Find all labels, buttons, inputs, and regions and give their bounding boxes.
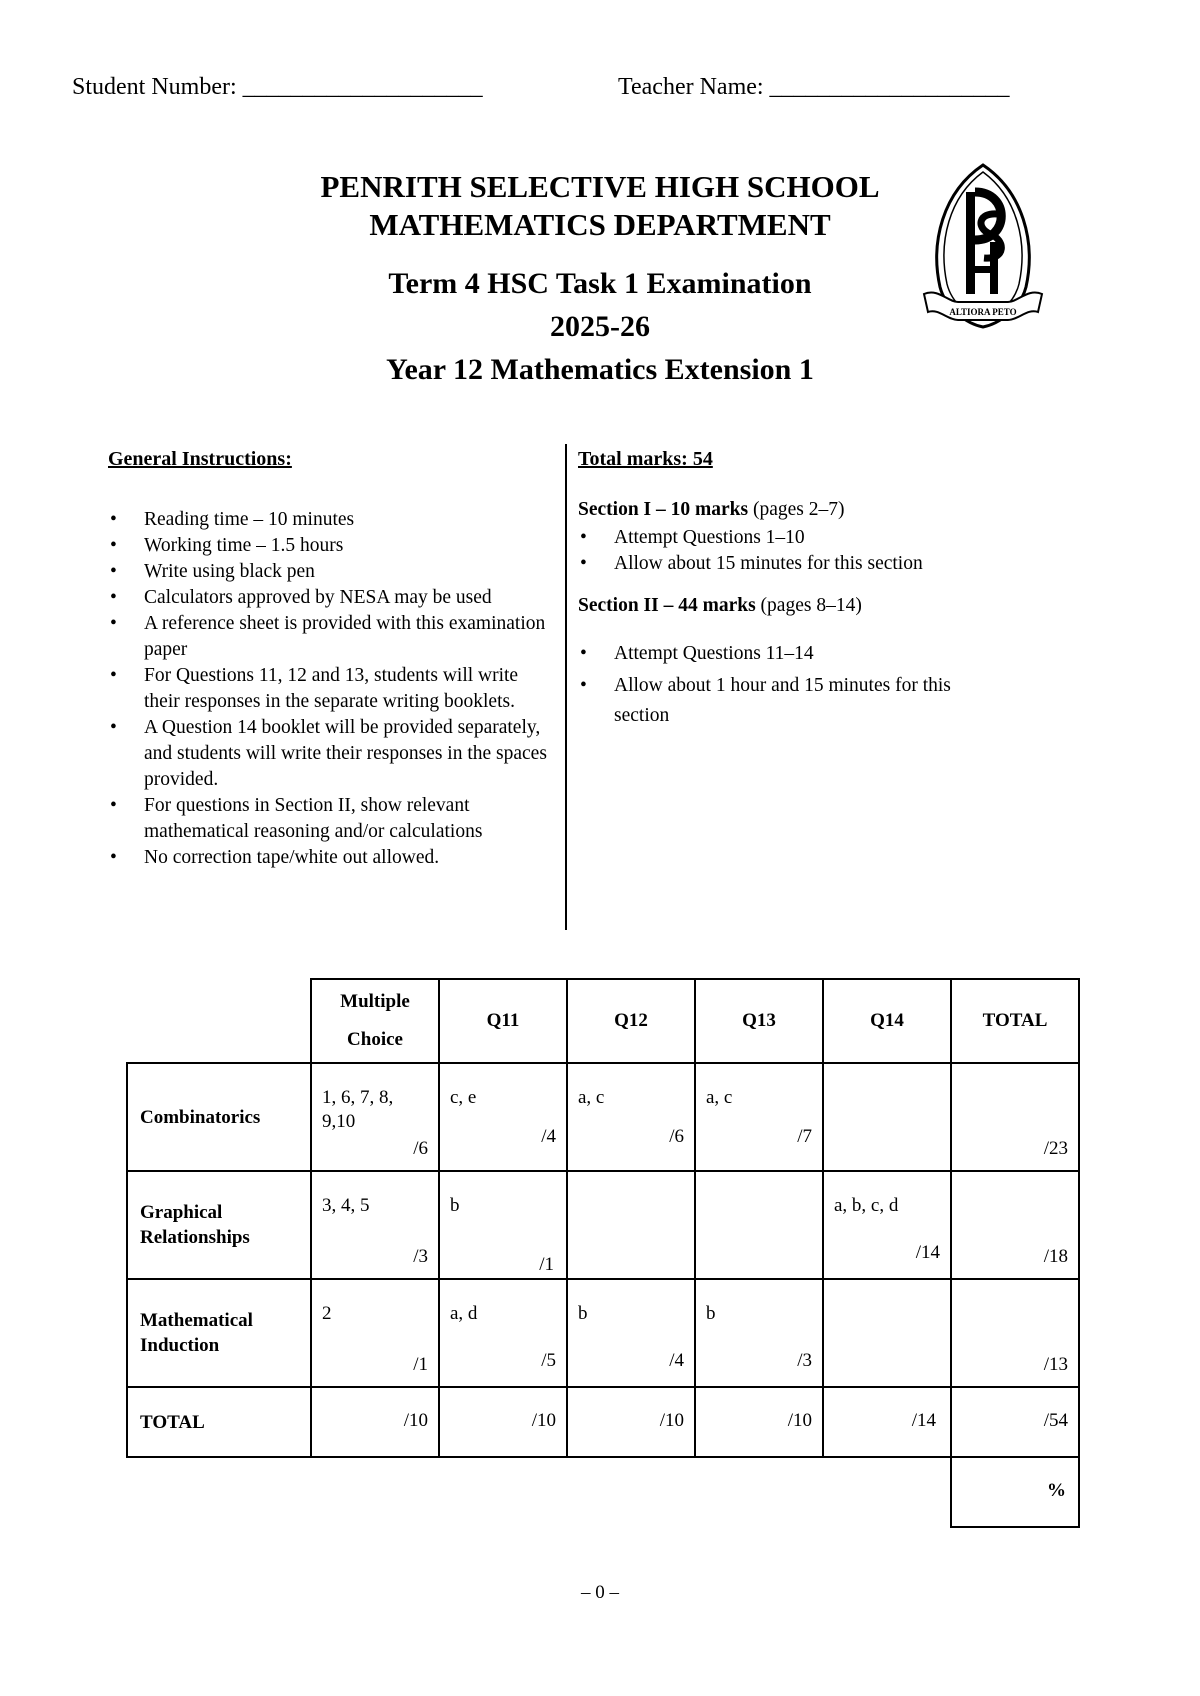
cell-questions: c, e [450,1087,477,1108]
section2-title: Section II – 44 marks [578,595,756,616]
cell-marks: /4 [669,1350,684,1371]
instruction-item: • A Question 14 booklet will be provided separately, and students will write their responses in the spaces provided. [108,715,548,793]
exam-title: Term 4 HSC Task 1 Examination [388,267,812,300]
cell-marks: /14 [911,1410,936,1431]
row-label: TOTAL [127,1387,311,1457]
cell-marks: /6 [413,1138,428,1159]
header-q13: Q13 [695,979,823,1063]
course-title: Year 12 Mathematics Extension 1 [386,353,814,386]
column-divider [565,444,567,930]
cell-marks: /13 [1043,1354,1068,1375]
cell-marks: /6 [669,1126,684,1147]
section1-item: • Attempt Questions 1–10 [578,525,998,551]
cell-marks: /14 [915,1242,940,1263]
cell-questions: 2 [322,1303,332,1324]
percent-label: % [1047,1480,1066,1501]
row-label: Graphical Relationships [127,1171,311,1279]
header-q12: Q12 [567,979,695,1063]
table-cell [567,1063,695,1171]
crest-motto: ALTIORA PETO [949,307,1017,317]
header-q14: Q14 [823,979,951,1063]
total-marks: Total marks: 54 [578,448,713,470]
table-cell [695,1063,823,1171]
table-cell [695,1279,823,1387]
section1-title: Section I – 10 marks [578,499,749,520]
table-cell [567,1387,695,1457]
table-cell [567,1171,695,1279]
marks-summary [578,448,998,733]
cell-questions: 3, 4, 5 [322,1195,370,1216]
table-row [127,1387,1079,1457]
table-cell [311,1063,439,1171]
header-total: TOTAL [951,979,1079,1063]
table-cell [311,1279,439,1387]
table-cell [823,1279,951,1387]
cell-questions: 1, 6, 7, 8, 9,10 [322,1087,394,1132]
instruction-item: • A reference sheet is provided with this examination paper [108,611,548,663]
table-cell [439,1063,567,1171]
instruction-item: • For questions in Section II, show relevant mathematical reasoning and/or calculations [108,793,548,845]
cell-marks: /3 [413,1246,428,1267]
table-cell [311,1387,439,1457]
table-row [127,1279,1079,1387]
percent-row [127,1457,1079,1527]
table-cell [951,1279,1079,1387]
cell-marks: /7 [797,1126,812,1147]
cell-questions: a, c [578,1087,605,1108]
school-name: PENRITH SELECTIVE HIGH SCHOOL [320,169,880,204]
row-label: Combinatorics [127,1063,311,1171]
table-cell [695,1171,823,1279]
cell-marks: /10 [531,1410,556,1431]
department-name: MATHEMATICS DEPARTMENT [369,207,831,242]
table-cell [439,1387,567,1457]
header-multiple-choice: Multiple Choice [311,979,439,1063]
cell-questions: a, b, c, d [834,1195,899,1216]
cell-marks: /10 [659,1410,684,1431]
marks-table [126,978,1080,1528]
table-cell [951,1171,1079,1279]
table-cell [951,1063,1079,1171]
title-block [240,168,960,391]
cell-marks: /10 [787,1410,812,1431]
cell-marks: /10 [403,1410,428,1431]
table-cell [311,1171,439,1279]
instruction-item: • Reading time – 10 minutes [108,507,548,533]
section2-item: • Allow about 1 hour and 15 minutes for this section [578,671,998,731]
table-header-row [127,979,1079,1063]
table-cell [823,1063,951,1171]
section1-pages: (pages 2–7) [748,499,845,520]
cell-marks: /23 [1043,1138,1068,1159]
cell-questions: b [450,1195,460,1216]
table-corner [127,979,311,1063]
table-row [127,1063,1079,1171]
section2-heading [578,593,998,619]
instruction-item: • Working time – 1.5 hours [108,533,548,559]
cell-questions: b [578,1303,588,1324]
table-row [127,1171,1079,1279]
instruction-item: • No correction tape/white out allowed. [108,845,548,871]
section1-item: • Allow about 15 minutes for this section [578,551,998,577]
school-crest-icon [918,162,1048,340]
cell-marks: /3 [797,1350,812,1371]
section2-pages: (pages 8–14) [755,595,862,616]
instruction-item: • For Questions 11, 12 and 13, students will write their responses in the separate writing booklets. [108,663,548,715]
page-number: – 0 – [581,1582,619,1603]
cell-marks: /18 [1043,1246,1068,1267]
cell-marks: /54 [1043,1410,1068,1431]
cell-questions: a, d [450,1303,478,1324]
exam-year: 2025-26 [550,310,650,343]
table-cell [439,1171,567,1279]
header-q11: Q11 [439,979,567,1063]
percent-cell [951,1457,1079,1527]
cell-questions: b [706,1303,716,1324]
table-cell [439,1279,567,1387]
section1-heading [578,497,998,523]
instruction-item: • Calculators approved by NESA may be used [108,585,548,611]
teacher-name-field: Teacher Name: ____________________ [618,74,1010,100]
instruction-item: • Write using black pen [108,559,548,585]
table-cell [695,1387,823,1457]
section2-item: • Attempt Questions 11–14 [578,639,998,669]
cell-marks: /1 [539,1254,554,1275]
cell-questions: a, c [706,1087,733,1108]
student-number-field: Student Number: ____________________ [72,74,483,100]
table-cell [951,1387,1079,1457]
cell-marks: /1 [413,1354,428,1375]
cell-marks: /5 [541,1350,556,1371]
general-instructions [108,448,548,871]
instructions-heading: General Instructions: [108,448,292,470]
table-cell [567,1279,695,1387]
table-cell [823,1171,951,1279]
row-label: Mathematical Induction [127,1279,311,1387]
cell-marks: /4 [541,1126,556,1147]
table-cell [823,1387,951,1457]
